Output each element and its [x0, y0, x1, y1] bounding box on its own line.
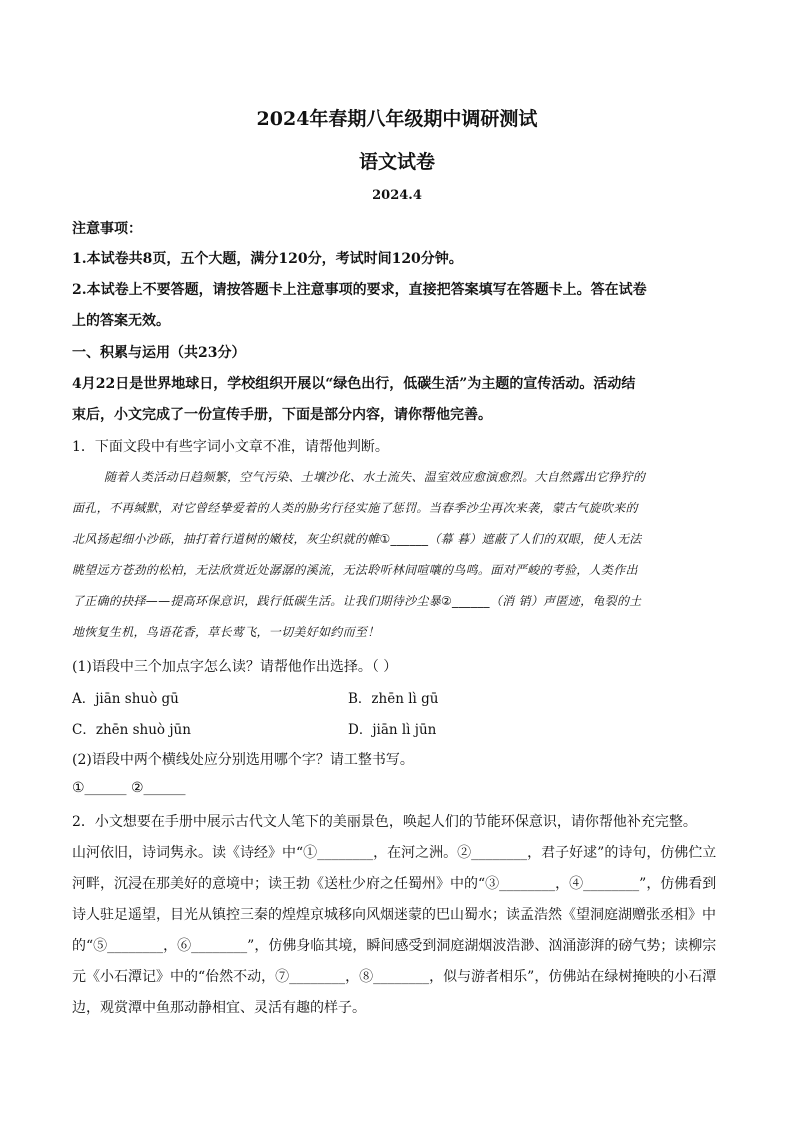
passage-line: 地恢复生机，鸟语花香，草长莺飞，一切美好如约而至！	[72, 625, 380, 639]
passage-line: 北风扬起细小沙砾，抽打着行道树的嫩枝，灰尘织就的帷①______（幕 暮）遮蔽了人们的双眼，使人无法	[72, 532, 642, 546]
option-c: C．zhēn shuò jūn	[72, 722, 191, 738]
question-2-line: 边，观赏潭中鱼那动静相宜、灵活有趣的样子。	[72, 1000, 366, 1016]
question-1-answer-blanks: ①______ ②______	[72, 780, 186, 796]
option-d: D．jiān lì jūn	[348, 722, 437, 738]
question-2-line: 山河依旧，诗词隽永。读《诗经》中“①________，在河之洲。②________，君子好逑”的诗句，仿佛伫立	[72, 845, 717, 861]
question-2-line: 的“⑤________，⑥________”，仿佛身临其境，瞬间感受到洞庭湖烟波浩渺、汹涌澎湃的磅气势；读柳宗	[72, 938, 717, 954]
notice-item-2-line-1: 2.本试卷上不要答题，请按答题卡上注意事项的要求，直接把答案填写在答题卡上。答在试卷	[72, 282, 647, 298]
passage-line: 了正确的抉择——提高环保意识，践行低碳生活。让我们期待沙尘暴②______（消 销）声匿迹，龟裂的土	[72, 594, 642, 608]
section-1-heading: 一、积累与运用（共23分）	[72, 345, 246, 361]
section-1-intro-line-1: 4月22日是世界地球日，学校组织开展以“绿色出行，低碳生活”为主题的宣传活动。活动结	[72, 376, 636, 392]
section-1-intro-line-2: 束后，小文完成了一份宣传手册，下面是部分内容，请你帮他完善。	[72, 407, 492, 423]
passage-line: 随着人类活动日趋频繁，空气污染、土壤沙化、水土流失、温室效应愈演愈烈。大自然露出它狰狞的	[104, 470, 646, 484]
question-1-sub-1: (1)语段中三个加点字怎么读？请帮他作出选择。（ ）	[72, 659, 398, 675]
option-a: A．jiān shuò gū	[72, 691, 179, 707]
notice-heading: 注意事项：	[72, 221, 142, 237]
question-1-sub-2: (2)语段中两个横线处应分别选用哪个字？请工整书写。	[72, 752, 414, 768]
passage-line: 眺望远方苍劲的松柏，无法欣赏近处潺潺的溪流，无法聆听林间喧嚷的鸟鸣。面对严峻的考验，人类作出	[72, 563, 638, 577]
question-2-line: 河畔，沉浸在那美好的意境中；读王勃《送杜少府之任蜀州》中的“③________，④________”，仿佛看到	[72, 876, 717, 892]
exam-subtitle: 语文试卷	[358, 151, 435, 173]
notice-item-2-line-2: 上的答案无效。	[72, 313, 170, 329]
question-1-stem: 1．下面文段中有些字词小文章不准，请帮他判断。	[72, 439, 389, 455]
exam-title: 2024年春期八年级期中调研测试	[256, 108, 538, 130]
notice-item-1: 1.本试卷共8页，五个大题，满分120分，考试时间120分钟。	[72, 251, 463, 267]
exam-date: 2024.4	[372, 188, 422, 203]
passage-line: 面孔，不再缄默，对它曾经挚爱着的人类的胁劣行径实施了惩罚。当春季沙尘再次来袭，蒙古气旋吹来的	[72, 501, 638, 515]
question-2-line: 2．小文想要在手册中展示古代文人笔下的美丽景色，唤起人们的节能环保意识，请你帮他补充完整。	[72, 814, 697, 830]
question-2-line: 元《小石潭记》中的“佁然不动，⑦________，⑧________，似与游者相乐”，仿佛站在绿树掩映的小石潭	[72, 969, 717, 985]
question-2-line: 诗人驻足遥望，目光从镇控三秦的煌煌京城移向风烟迷蒙的巴山蜀水；读孟浩然《望洞庭湖赠张丞相》中	[72, 907, 716, 923]
option-b: B．zhēn lì gū	[348, 691, 439, 707]
